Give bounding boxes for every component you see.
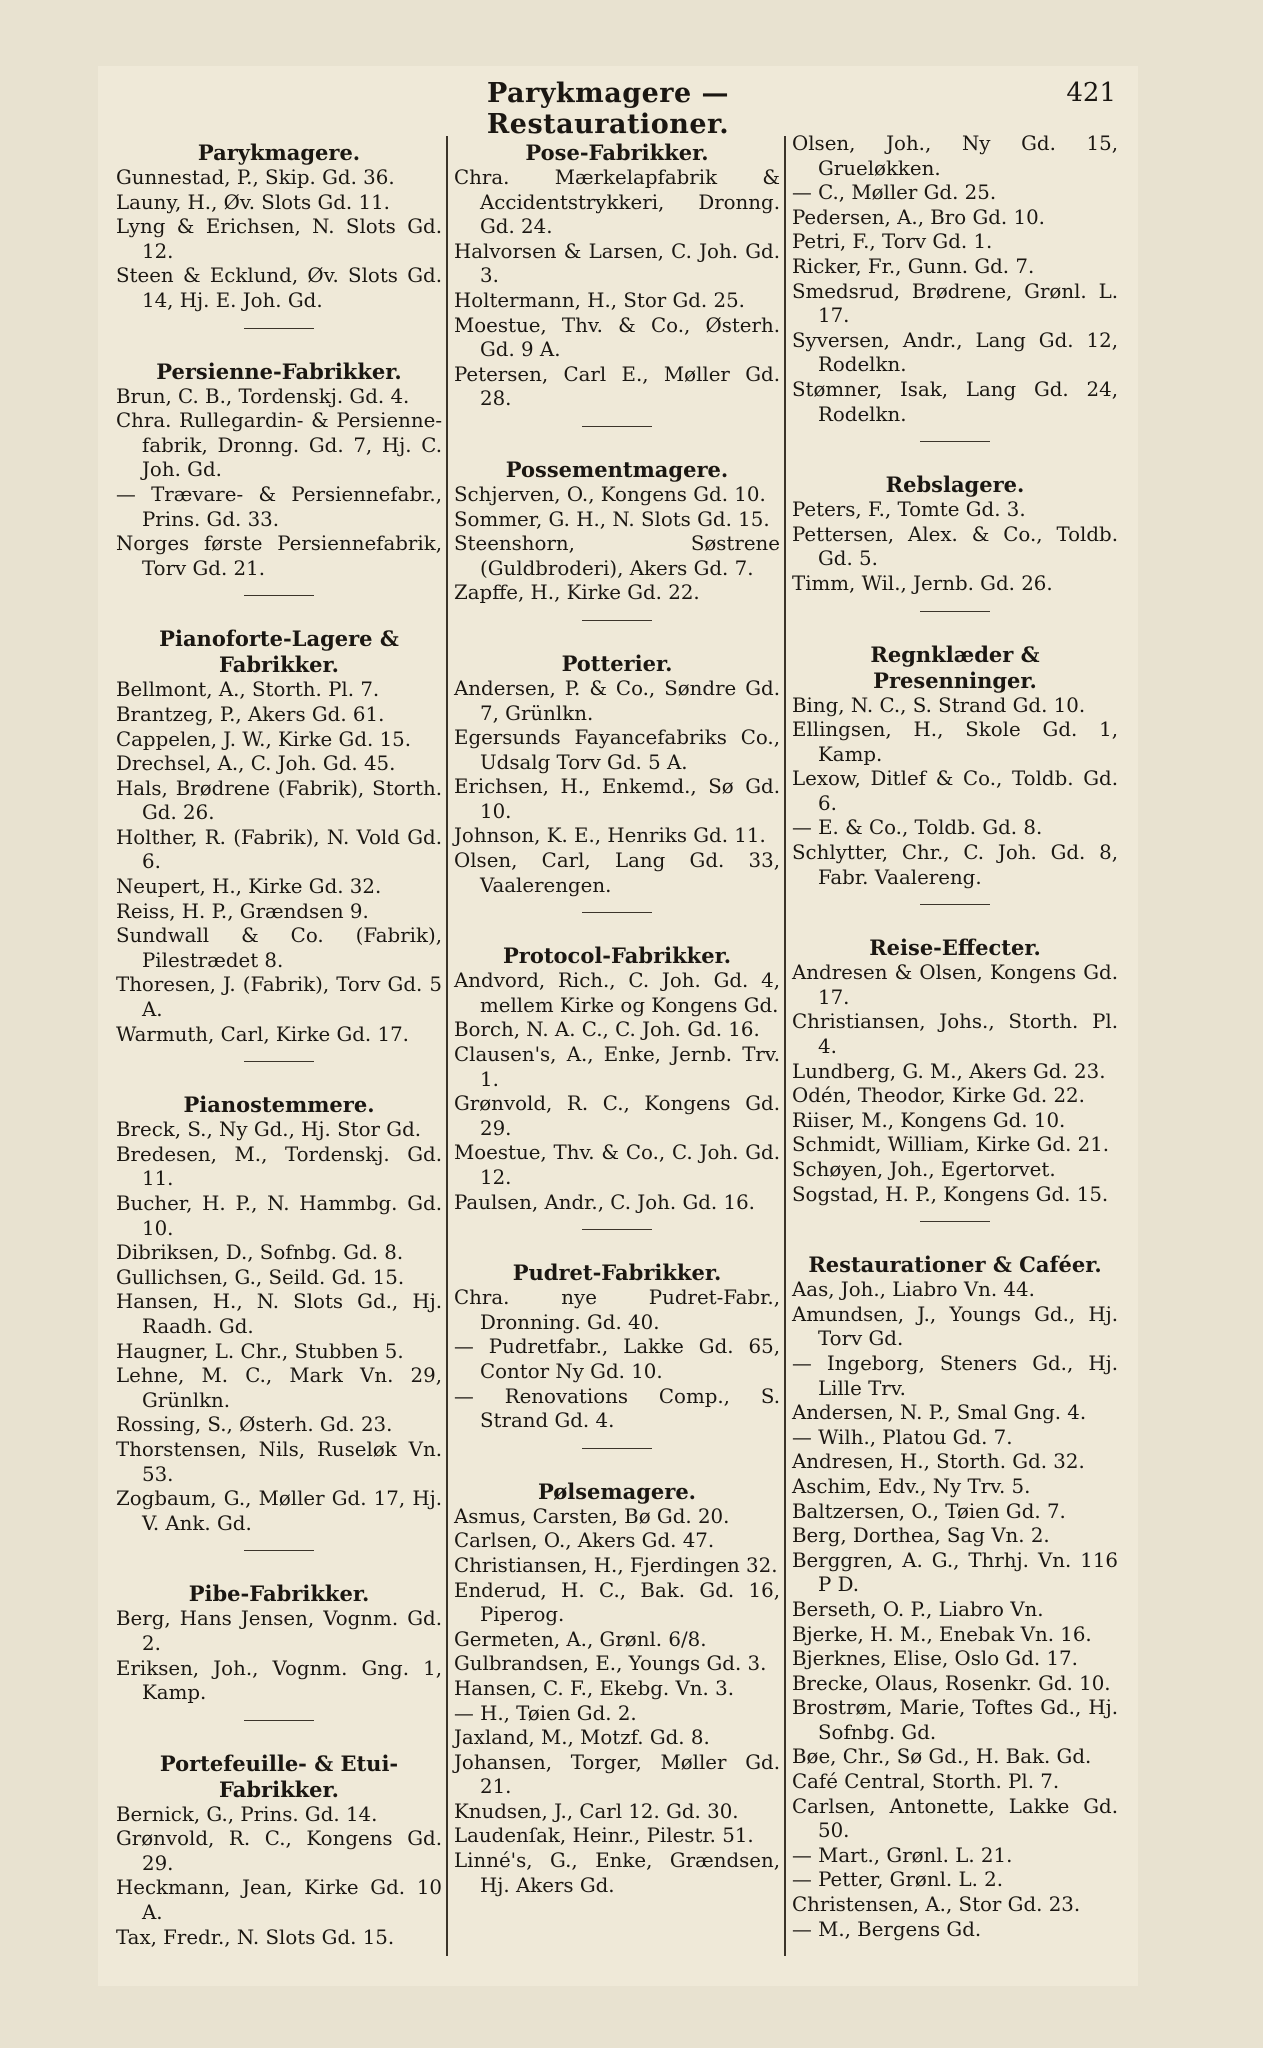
section-heading: Parykmagere. bbox=[197, 140, 361, 165]
directory-entry: Jaxland, M., Motzf. Gd. 8. bbox=[454, 1726, 710, 1750]
directory-entry: — M., Bergens Gd. bbox=[792, 1917, 982, 1941]
directory-entry: Syversen, Andr., Lang Gd. 12, Rodelkn. bbox=[792, 328, 1118, 377]
directory-entry: Berg, Dorthea, Sag Vn. 2. bbox=[792, 1524, 1050, 1548]
column-2 bbox=[454, 132, 780, 1898]
directory-entry: Zogbaum, G., Møller Gd. 17, Hj. V. Ank. Gd. bbox=[116, 1487, 442, 1535]
directory-entry: Johnson, K. E., Henriks Gd. 11. bbox=[454, 824, 766, 848]
directory-section bbox=[792, 1244, 1118, 1942]
directory-entry: Chra. Mærkelapfabrik & Accidentstrykkeri, Dronng. Gd. 24. bbox=[454, 166, 780, 239]
directory-entry: Petri, F., Torv Gd. 1. bbox=[792, 230, 993, 254]
directory-entry: Petersen, Carl E., Møller Gd. 28. bbox=[454, 362, 780, 411]
section-heading: Potterier. bbox=[561, 650, 673, 676]
section-heading: Persienne-Fabrikker. bbox=[156, 358, 402, 384]
directory-entry: — Pudretfabr., Lakke Gd. 65, Contor Ny Gd. 10. bbox=[454, 1335, 780, 1383]
directory-entry: Carlsen, O., Akers Gd. 47. bbox=[454, 1529, 715, 1553]
directory-entry: Peters, F., Tomte Gd. 3. bbox=[792, 498, 1026, 522]
directory-entry: Lehne, M. C., Mark Vn. 29, Grünlkn. bbox=[116, 1364, 442, 1412]
directory-entry: Johansen, Torger, Møller Gd. 21. bbox=[454, 1750, 780, 1799]
directory-entry: Linné's, G., Enke, Grændsen, Hj. Akers Gd. bbox=[454, 1849, 780, 1897]
directory-entry: Smedsrud, Brødrene, Grønl. L. 17. bbox=[792, 279, 1118, 328]
directory-entry: Brecke, Olaus, Rosenkr. Gd. 10. bbox=[792, 1671, 1111, 1695]
directory-section bbox=[454, 132, 780, 427]
directory-entry: — Wilh., Platou Gd. 7. bbox=[792, 1425, 1013, 1449]
directory-entry: Andvord, Rich., C. Joh. Gd. 4, mellem Kirke og Kongens Gd. bbox=[454, 969, 780, 1017]
section-heading: Pibe-Fabrikker. bbox=[188, 1581, 370, 1607]
directory-entry: Odén, Theodor, Kirke Gd. 22. bbox=[792, 1084, 1085, 1108]
directory-entry: Gullichsen, G., Seild. Gd. 15. bbox=[116, 1265, 405, 1289]
directory-entry: Launy, H., Øv. Slots Gd. 11. bbox=[116, 190, 390, 214]
directory-entry: Sogstad, H. P., Kongens Gd. 15. bbox=[792, 1182, 1109, 1206]
directory-entry: Germeten, A., Grønl. 6/8. bbox=[454, 1627, 707, 1651]
directory-section bbox=[116, 132, 442, 329]
directory-entry: Lyng & Erichsen, N. Slots Gd. 12. bbox=[116, 215, 442, 263]
directory-entry: Riiser, M., Kongens Gd. 10. bbox=[792, 1108, 1066, 1132]
directory-entry: Pettersen, Alex. & Co., Toldb. Gd. 5. bbox=[792, 522, 1118, 571]
directory-entry: — C., Møller Gd. 25. bbox=[792, 181, 997, 205]
directory-entry: Enderud, H. C., Bak. Gd. 16, Piperog. bbox=[454, 1578, 780, 1627]
directory-entry: — E. & Co., Toldb. Gd. 8. bbox=[792, 816, 1043, 840]
directory-entry: Ellingsen, H., Skole Gd. 1, Kamp. bbox=[792, 718, 1118, 766]
directory-entry: Neupert, H., Kirke Gd. 32. bbox=[116, 875, 382, 899]
directory-entry: Heckmann, Jean, Kirke Gd. 10 A. bbox=[116, 1876, 442, 1925]
directory-entry: Asmus, Carsten, Bø Gd. 20. bbox=[454, 1504, 730, 1528]
directory-section bbox=[454, 449, 780, 621]
section-divider bbox=[244, 328, 314, 329]
section-divider bbox=[244, 595, 314, 596]
page-number: 421 bbox=[1066, 78, 1116, 108]
directory-entry: — Petter, Grønl. L. 2. bbox=[792, 1868, 1004, 1892]
directory-entry: — Ingeborg, Steners Gd., Hj. Lille Trv. bbox=[792, 1351, 1118, 1400]
directory-page bbox=[98, 66, 1138, 1986]
directory-entry: — H., Tøien Gd. 2. bbox=[454, 1701, 637, 1725]
directory-entry: Holther, R. (Fabrik), N. Vold Gd. 6. bbox=[116, 825, 442, 874]
directory-entry: Gulbrandsen, E., Youngs Gd. 3. bbox=[454, 1652, 767, 1676]
section-heading: Pose-Fabrikker. bbox=[525, 140, 709, 165]
directory-entry: Bellmont, A., Storth. Pl. 7. bbox=[116, 678, 380, 702]
section-heading: Rebslagere. bbox=[885, 472, 1025, 498]
section-divider bbox=[920, 904, 990, 905]
directory-entry: Chra. Rullegardin- & Persienne-fabrik, Dronng. Gd. 7, Hj. C. Joh. Gd. bbox=[116, 409, 442, 482]
directory-entry: Berg, Hans Jensen, Vognm. Gd. 2. bbox=[116, 1607, 442, 1655]
directory-entry: Bredesen, M., Tordenskj. Gd. 11. bbox=[116, 1142, 442, 1191]
directory-section bbox=[116, 1573, 442, 1720]
directory-entry: Schøyen, Joh., Egertorvet. bbox=[792, 1158, 1056, 1181]
directory-entry: Moestue, Thv. & Co., C. Joh. Gd. 12. bbox=[454, 1141, 780, 1189]
directory-entry: Andresen & Olsen, Kongens Gd. 17. bbox=[792, 961, 1118, 1009]
directory-entry: Christiansen, H., Fjerdingen 32. bbox=[454, 1553, 778, 1577]
directory-entry: Gunnestad, P., Skip. Gd. 36. bbox=[116, 166, 395, 189]
directory-section bbox=[792, 927, 1118, 1222]
section-heading: Portefeuille- & Etui-Fabrikker. bbox=[159, 1750, 399, 1802]
directory-entry: Olsen, Carl, Lang Gd. 33, Vaalerengen. bbox=[454, 849, 780, 897]
directory-entry: Thorstensen, Nils, Ruseløk Vn. 53. bbox=[116, 1437, 442, 1486]
directory-entry: Egersunds Fayancefabriks Co., Udsalg Torv Gd. 5 A. bbox=[454, 726, 780, 774]
directory-entry: Bing, N. C., S. Strand Gd. 10. bbox=[792, 693, 1086, 717]
column-1 bbox=[116, 132, 442, 1950]
directory-entry: Sundwall & Co. (Fabrik), Pilestrædet 8. bbox=[116, 924, 442, 972]
directory-section bbox=[454, 1471, 780, 1899]
directory-entry: Cappelen, J. W., Kirke Gd. 15. bbox=[116, 727, 412, 751]
directory-entry: Christiansen, Johs., Storth. Pl. 4. bbox=[792, 1010, 1118, 1059]
section-heading: Restaurationer & Caféer. bbox=[808, 1252, 1102, 1278]
section-heading: Pølsemagere. bbox=[537, 1478, 696, 1504]
directory-entry: Ricker, Fr., Gunn. Gd. 7. bbox=[792, 254, 1035, 278]
directory-entry: Amundsen, J., Youngs Gd., Hj. Torv Gd. bbox=[792, 1302, 1118, 1351]
directory-section bbox=[454, 1252, 780, 1449]
section-divider bbox=[582, 912, 652, 913]
directory-entry: Chra. nye Pudret-Fabr., Dronning. Gd. 40. bbox=[454, 1286, 780, 1334]
directory-entry: Warmuth, Carl, Kirke Gd. 17. bbox=[116, 1022, 409, 1046]
directory-entry: — Mart., Grønl. L. 21. bbox=[792, 1843, 1013, 1867]
directory-section bbox=[454, 935, 780, 1230]
directory-entry: Schjerven, O., Kongens Gd. 10. bbox=[454, 482, 766, 506]
directory-entry: Grønvold, R. C., Kongens Gd. 29. bbox=[116, 1827, 442, 1875]
page-title: Parykmagere — Restaurationer. bbox=[486, 78, 730, 140]
directory-section bbox=[116, 1743, 442, 1951]
directory-section bbox=[116, 618, 442, 1062]
directory-entry: Bøe, Chr., Sø Gd., H. Bak. Gd. bbox=[792, 1745, 1092, 1769]
directory-entry: Schlytter, Chr., C. Joh. Gd. 8, Fabr. Vaalereng. bbox=[792, 841, 1118, 889]
directory-entry: Stømner, Isak, Lang Gd. 24, Rodelkn. bbox=[792, 377, 1118, 426]
directory-entry: Norges første Persiennefabrik, Torv Gd. 21. bbox=[116, 532, 442, 580]
directory-entry: Paulsen, Andr., C. Joh. Gd. 16. bbox=[454, 1190, 755, 1214]
directory-entry: Bjerknes, Elise, Oslo Gd. 17. bbox=[792, 1647, 1078, 1671]
section-heading: Reise-Effecter. bbox=[869, 935, 1041, 961]
section-heading: Regnklæder & Presenninger. bbox=[870, 641, 1040, 693]
column-divider bbox=[446, 136, 448, 1956]
directory-entry: Rossing, S., Østerh. Gd. 23. bbox=[116, 1413, 393, 1437]
directory-entry: Reiss, H. P., Grændsen 9. bbox=[116, 899, 369, 923]
directory-entry: Steenshorn, Søstrene (Guldbroderi), Akers Gd. 7. bbox=[454, 532, 780, 580]
directory-section bbox=[792, 464, 1118, 611]
section-divider bbox=[244, 1061, 314, 1062]
directory-section bbox=[792, 634, 1118, 906]
directory-entry: Halvorsen & Larsen, C. Joh. Gd. 3. bbox=[454, 239, 780, 288]
section-divider bbox=[920, 441, 990, 442]
directory-entry: Laudenſak, Heinr., Pilestr. 51. bbox=[454, 1824, 754, 1848]
directory-entry: Baltzersen, O., Tøien Gd. 7. bbox=[792, 1499, 1066, 1523]
directory-entry: Café Central, Storth. Pl. 7. bbox=[792, 1770, 1060, 1794]
directory-entry: Knudsen, J., Carl 12. Gd. 30. bbox=[454, 1799, 739, 1823]
directory-entry: Pedersen, A., Bro Gd. 10. bbox=[792, 205, 1045, 229]
directory-entry: Dibriksen, D., Sofnbg. Gd. 8. bbox=[116, 1241, 404, 1265]
section-heading: Pianoforte-Lagere & Fabrikker. bbox=[159, 626, 399, 678]
section-divider bbox=[582, 1229, 652, 1230]
directory-entry: Zapffe, H., Kirke Gd. 22. bbox=[454, 581, 700, 605]
page-header bbox=[98, 66, 1138, 140]
directory-section bbox=[116, 351, 442, 597]
directory-entry: Schmidt, William, Kirke Gd. 21. bbox=[792, 1133, 1110, 1157]
directory-entry: Bucher, H. P., N. Hammbg. Gd. 10. bbox=[116, 1192, 442, 1240]
directory-entry: Aschim, Edv., Ny Trv. 5. bbox=[792, 1474, 1031, 1498]
directory-entry: Hansen, H., N. Slots Gd., Hj. Raadh. Gd. bbox=[116, 1290, 442, 1338]
directory-entry: Bernick, G., Prins. Gd. 14. bbox=[116, 1802, 378, 1826]
directory-entry: Lexow, Ditlef & Co., Toldb. Gd. 6. bbox=[792, 767, 1118, 815]
section-divider bbox=[244, 1550, 314, 1551]
directory-entry: Sommer, G. H., N. Slots Gd. 15. bbox=[454, 507, 770, 531]
section-heading: Possementmagere. bbox=[505, 456, 729, 482]
directory-entry: Holtermann, H., Stor Gd. 25. bbox=[454, 288, 745, 312]
section-heading: Pianostemmere. bbox=[183, 1092, 375, 1118]
directory-entry: Thoresen, J. (Fabrik), Torv Gd. 5 A. bbox=[116, 973, 442, 1022]
directory-entry: Olsen, Joh., Ny Gd. 15, Grueløkken. bbox=[792, 132, 1118, 180]
section-divider bbox=[920, 1221, 990, 1222]
directory-entry: Clausen's, A., Enke, Jernb. Trv. 1. bbox=[454, 1043, 780, 1091]
section-heading: Pudret-Fabrikker. bbox=[512, 1260, 722, 1286]
section-divider bbox=[582, 620, 652, 621]
section-divider bbox=[582, 426, 652, 427]
directory-entry: Eriksen, Joh., Vognm. Gng. 1, Kamp. bbox=[116, 1656, 442, 1705]
directory-entry: Andersen, P. & Co., Søndre Gd. 7, Grünlkn. bbox=[454, 676, 780, 725]
directory-entry: Moestue, Thv. & Co., Østerh. Gd. 9 A. bbox=[454, 313, 780, 362]
directory-entry: Christensen, A., Stor Gd. 23. bbox=[792, 1893, 1081, 1917]
directory-entry: Aas, Joh., Liabro Vn. 44. bbox=[792, 1278, 1035, 1302]
directory-entry: Tax, Fredr., N. Slots Gd. 15. bbox=[116, 1925, 395, 1949]
directory-entry: Bjerke, H. M., Enebak Vn. 16. bbox=[792, 1622, 1092, 1646]
directory-entry: Grønvold, R. C., Kongens Gd. 29. bbox=[454, 1092, 780, 1140]
directory-entry: Steen & Ecklund, Øv. Slots Gd. 14, Hj. E. Joh. Gd. bbox=[116, 264, 442, 312]
column-3 bbox=[792, 132, 1118, 1942]
directory-entry: Drechsel, A., C. Joh. Gd. 45. bbox=[116, 752, 396, 776]
directory-entry: Borch, N. A. C., C. Joh. Gd. 16. bbox=[454, 1018, 760, 1042]
directory-section bbox=[454, 643, 780, 913]
directory-section bbox=[116, 1084, 442, 1551]
column-divider bbox=[784, 136, 786, 1956]
directory-entry: Andresen, H., Storth. Gd. 32. bbox=[792, 1450, 1085, 1474]
directory-entry: Lundberg, G. M., Akers Gd. 23. bbox=[792, 1059, 1106, 1083]
directory-entry: Hansen, C. F., Ekebg. Vn. 3. bbox=[454, 1676, 734, 1700]
directory-entry: Brun, C. B., Tordenskj. Gd. 4. bbox=[116, 384, 410, 408]
directory-entry: Timm, Wil., Jernb. Gd. 26. bbox=[792, 571, 1053, 595]
directory-entry: Hals, Brødrene (Fabrik), Storth. Gd. 26. bbox=[116, 776, 442, 825]
directory-entry: Carlsen, Antonette, Lakke Gd. 50. bbox=[792, 1794, 1118, 1843]
section-divider bbox=[920, 611, 990, 612]
directory-entry: — Renovations Comp., S. Strand Gd. 4. bbox=[454, 1384, 780, 1433]
section-divider bbox=[582, 1448, 652, 1449]
directory-entry: Erichsen, H., Enkemd., Sø Gd. 10. bbox=[454, 775, 780, 823]
directory-entry: — Trævare- & Persiennefabr., Prins. Gd. 33. bbox=[116, 482, 442, 531]
directory-entry: Berseth, O. P., Liabro Vn. bbox=[792, 1597, 1044, 1621]
directory-entry: Berggren, A. G., Thrhj. Vn. 116 P D. bbox=[792, 1548, 1118, 1597]
section-heading: Protocol-Fabrikker. bbox=[502, 943, 732, 969]
directory-section bbox=[792, 132, 1118, 442]
directory-entry: Brostrøm, Marie, Toftes Gd., Hj. Sofnbg. Gd. bbox=[792, 1696, 1118, 1744]
section-divider bbox=[244, 1720, 314, 1721]
directory-entry: Haugner, L. Chr., Stubben 5. bbox=[116, 1339, 404, 1363]
directory-entry: Breck, S., Ny Gd., Hj. Stor Gd. bbox=[116, 1118, 422, 1142]
directory-entry: Andersen, N. P., Smal Gng. 4. bbox=[792, 1401, 1087, 1425]
directory-entry: Brantzeg, P., Akers Gd. 61. bbox=[116, 702, 385, 726]
